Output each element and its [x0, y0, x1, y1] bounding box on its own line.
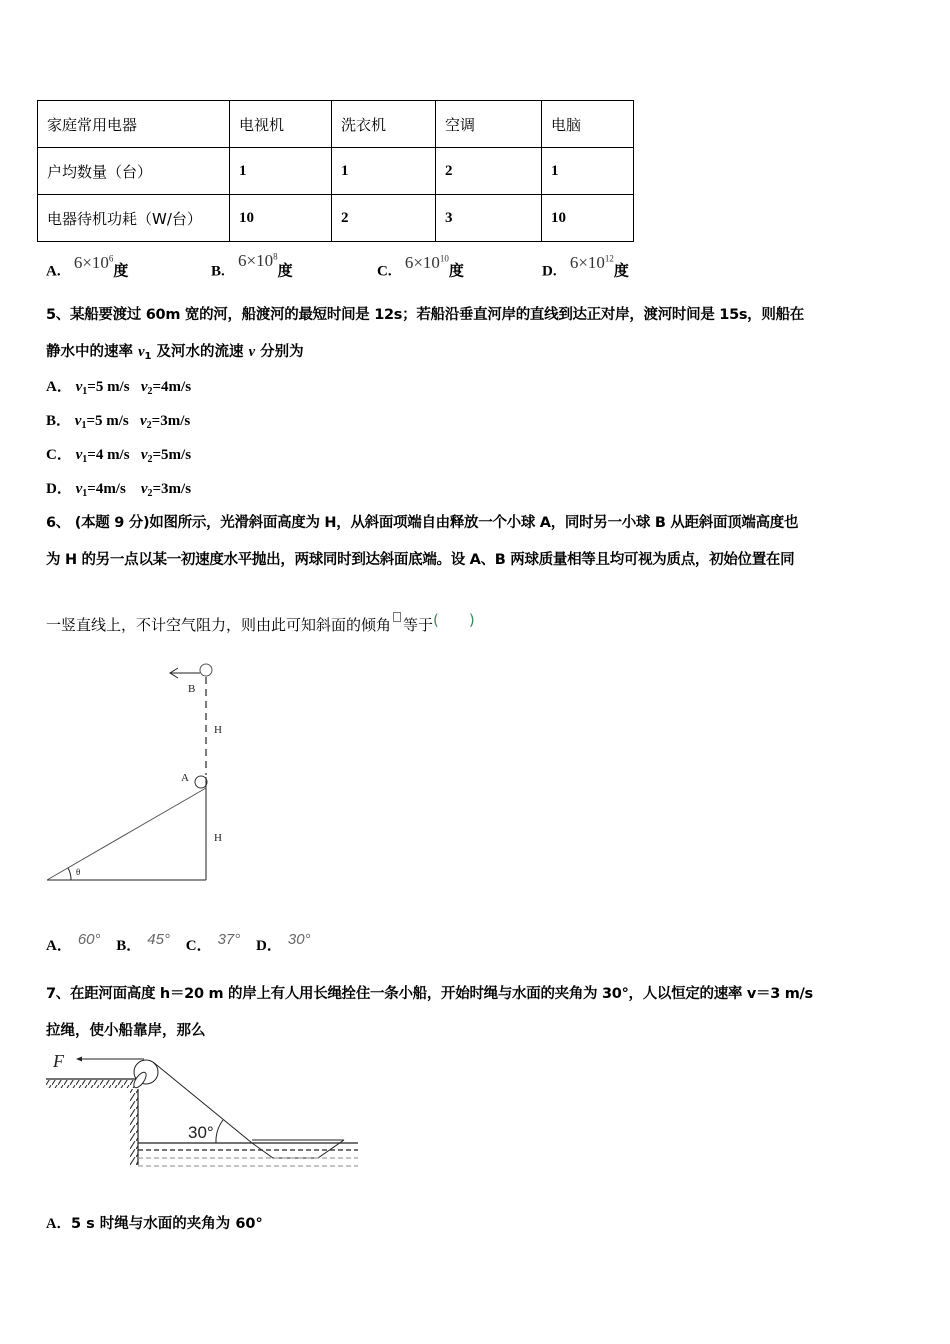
missing-glyph-box-icon: [393, 612, 401, 622]
table-header-cell: 洗衣机: [332, 101, 436, 148]
q7-stem-line1: 7、在距河面高度 h＝20 m 的岸上有人用长绳拴住一条小船，开始时绳与水面的夹角为 30°，人以恒定的速率 v＝3 m/s: [46, 986, 813, 1002]
incline-diagram: [40, 655, 240, 890]
table-cell: 10: [542, 195, 634, 242]
q4-option-c: [377, 252, 464, 282]
q5-option-d: D． $v_1=4m/s$ $v_2=3m/s$: [46, 481, 192, 499]
option-value: $6\times 10^6$: [73, 252, 114, 272]
appliance-table: [37, 100, 634, 242]
label-f: F: [53, 1051, 64, 1071]
label-h-top: H: [214, 724, 222, 736]
option-label: C.: [377, 263, 392, 280]
table-header-row: [38, 101, 634, 148]
q6-stem-line2: 为 H 的另一点以某一初速度水平抛出，两球同时到达斜面底端。设 A、B 两球质量相等且均可视为质点，初始位置在同: [46, 552, 795, 568]
arrow-left-icon: [76, 1057, 82, 1062]
q6-stem-line3: 一竖直线上，不计空气阻力，则由此可知斜面的倾角 等于( ): [46, 611, 475, 634]
option-label: B.: [211, 263, 225, 280]
q5-option-c: C． $v_1=4$ m/s $v_2=5m/s$: [46, 447, 192, 465]
q4-option-a: [46, 252, 129, 282]
option-value: $6\times 10^{10}$: [404, 252, 449, 272]
answer-paren-open: (: [433, 611, 439, 629]
table-cell: 户均数量（台）: [38, 148, 230, 195]
label-a: A: [181, 772, 189, 784]
table-row: [38, 195, 634, 242]
q6-option-b: B． 45°: [116, 931, 170, 954]
option-value: $6\times 10^8$: [238, 250, 278, 270]
table-header-cell: 电视机: [230, 101, 332, 148]
ball-a-icon: [195, 776, 207, 788]
table-cell: 电器待机功耗（W/台）: [38, 195, 230, 242]
q6-options: [46, 931, 311, 956]
table-header-cell: 电脑: [542, 101, 634, 148]
q5-option-a: A． $v_1=5$ m/s $v_2=4m/s$: [46, 379, 192, 397]
option-label: D.: [542, 263, 557, 280]
q4-option-b: [211, 250, 293, 282]
q7-option-a: A．5 s 时绳与水面的夹角为 60°: [46, 1216, 263, 1232]
table-cell: 2: [332, 195, 436, 242]
q6-stem-line1: 6、 (本题 9 分)如图所示，光滑斜面高度为 H，从斜面项端自由释放一个小球 A，同时另一小球 B 从距斜面顶端高度也: [46, 515, 799, 531]
option-label: A.: [46, 263, 61, 280]
q6-option-c: C． 37°: [185, 931, 241, 954]
q6-option-a: A． 60°: [46, 931, 101, 954]
label-theta: θ: [76, 867, 81, 877]
label-b: B: [188, 683, 196, 695]
table-cell: 2: [436, 148, 542, 195]
option-value: $6\times 10^{12}$: [569, 252, 614, 272]
table-cell: 1: [230, 148, 332, 195]
table-row: [38, 148, 634, 195]
table-header-cell: 空调: [436, 101, 542, 148]
table-cell: 10: [230, 195, 332, 242]
q5-option-b: B． $v_1=5$ m/s $v_2=3m/s$: [46, 413, 191, 431]
q4-option-d: [542, 252, 629, 282]
q7-stem-line2: 拉绳，使小船靠岸，那么: [46, 1023, 206, 1039]
label-angle-30: 30°: [188, 1123, 214, 1142]
answer-paren-close: ): [468, 611, 475, 629]
boat-pulley-diagram: [40, 1045, 370, 1175]
table-cell: 1: [542, 148, 634, 195]
q6-option-d: D． 30°: [256, 931, 311, 954]
q5-stem-line2: 静水中的速率 $v_1$ 及河水的流速 v 分别为: [46, 344, 304, 362]
unit-text: 度: [448, 261, 464, 280]
unit-text: 度: [277, 261, 293, 280]
ball-b-icon: [200, 664, 212, 676]
table-cell: 1: [332, 148, 436, 195]
q5-stem-line1: 5、某船要渡过 60m 宽的河，船渡河的最短时间是 12s；若船沿垂直河岸的直线到达正对岸，渡河时间是 15s，则船在: [46, 307, 804, 323]
table-header-cell: 家庭常用电器: [38, 101, 230, 148]
table-cell: 3: [436, 195, 542, 242]
unit-text: 度: [613, 261, 629, 280]
label-h-bottom: H: [214, 832, 222, 844]
unit-text: 度: [113, 261, 129, 280]
